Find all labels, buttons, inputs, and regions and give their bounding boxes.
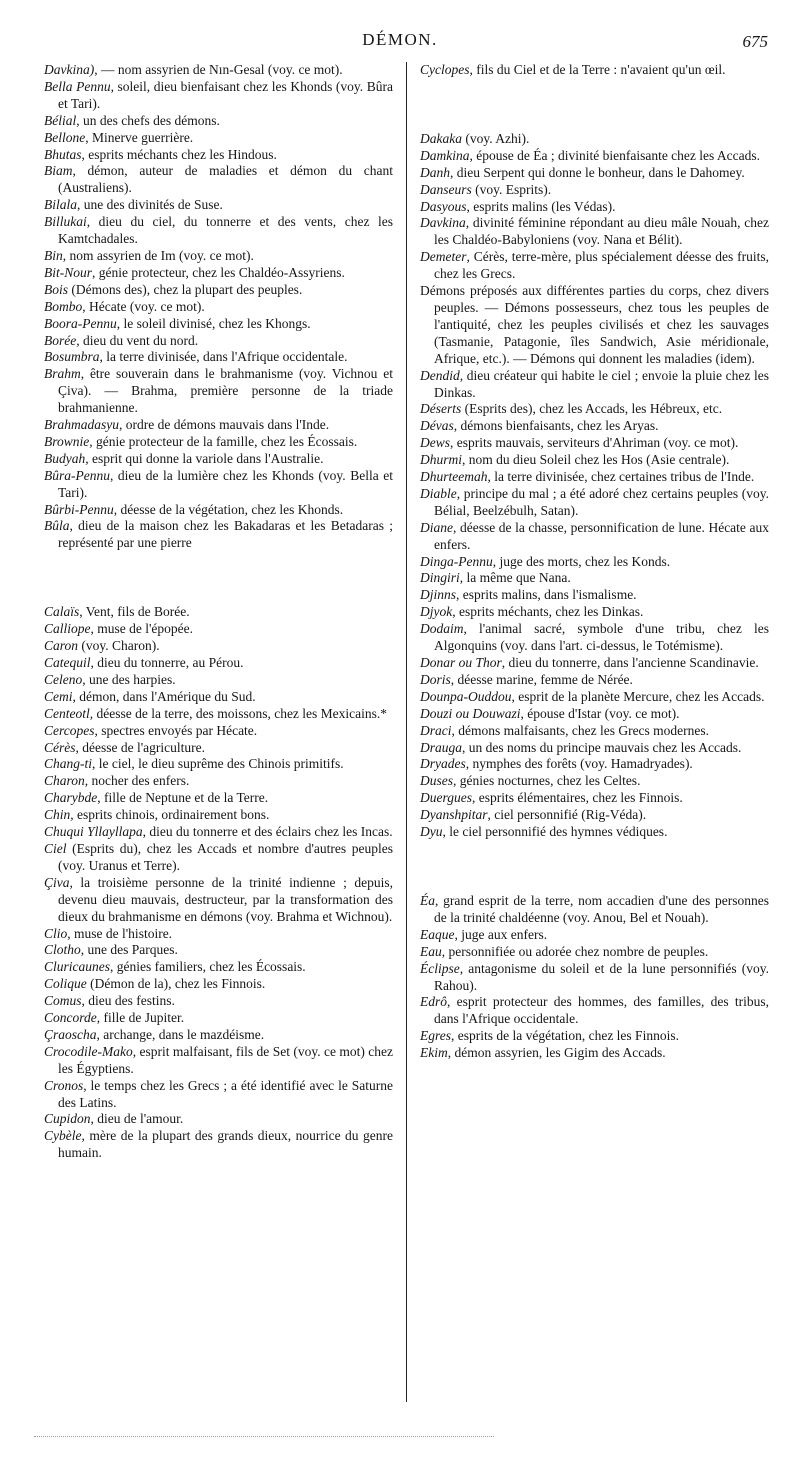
dictionary-entry: Calliope, muse de l'épopée. xyxy=(44,621,194,637)
dictionary-entry: Diane, déesse de la chasse, personnification de lune. Hécate aux enfers. xyxy=(420,519,769,552)
dictionary-entry: Bella Pennu, soleil, dieu bienfaisant chez les Khonds (voy. Bûra et Tari). xyxy=(44,78,393,111)
dictionary-entry: Bélial, un des chefs des démons. xyxy=(44,112,220,128)
dictionary-entry: Chang-ti, le ciel, le dieu suprême des Chinois primitifs. xyxy=(44,756,344,772)
dictionary-entry: Bûra-Pennu, dieu de la lumière chez les Khonds (voy. Bella et Tari). xyxy=(44,467,393,500)
dictionary-entry: Colique (Démon de la), chez les Finnois. xyxy=(44,976,266,992)
dictionary-entry: Bois (Démons des), chez la plupart des peuples. xyxy=(44,281,303,297)
dictionary-entry: Edrô, esprit protecteur des hommes, des familles, des tribus, dans l'Afrique occidentale. xyxy=(420,994,769,1027)
dictionary-entry: Démons préposés aux différentes parties du corps, chez divers peuples. — Démons possesseurs, chez tous les peuples de l'antiquité, chez les peuples civilisés et chez les sauvages (Tasmanie, Patagonie, îles Sandwich, Asie méridionale, Afrique, etc.). — Démons qui donnent les maladies (idem). xyxy=(420,283,769,366)
dictionary-entry: Cérès, déesse de l'agriculture. xyxy=(44,739,206,755)
dictionary-entry: Davkina), — nom assyrien de Nın-Gesal (voy. ce mot). xyxy=(44,62,343,77)
dictionary-entry: Dendid, dieu créateur qui habite le ciel ; envoie la pluie chez les Dinkas. xyxy=(420,367,769,400)
dictionary-entry: Bûla, dieu de la maison chez les Bakadaras et les Betadaras ; représenté par une pierre xyxy=(44,518,393,551)
dictionary-entry: Ciel (Esprits du), chez les Accads et nombre d'autres peuples (voy. Uranus et Terre). xyxy=(44,840,393,873)
dictionary-entry: Egres, esprits de la végétation, chez les Finnois. xyxy=(420,1028,679,1044)
dictionary-entry: Eaque, juge aux enfers. xyxy=(420,926,548,942)
dictionary-entry: Bosumbra, la terre divinisée, dans l'Afrique occidentale. xyxy=(44,349,348,365)
dictionary-entry: Cyclopes, fils du Ciel et de la Terre : n'avaient qu'un œil. xyxy=(420,62,726,77)
dictionary-entry: Bit-Nour, génie protecteur, chez les Chaldéo-Assyriens. xyxy=(44,264,345,280)
dictionary-entry: Cybèle, mère de la plupart des grands dieux, nourrice du genre humain. xyxy=(44,1128,393,1161)
dictionary-entry: Danseurs (voy. Esprits). xyxy=(420,181,552,197)
dictionary-entry: Clotho, une des Parques. xyxy=(44,942,178,958)
right-column xyxy=(420,62,769,1062)
dictionary-entry: Dounpa-Ouddou, esprit de la planète Mercure, chez les Accads. xyxy=(420,688,765,704)
dictionary-entry: Cemi, démon, dans l'Amérique du Sud. xyxy=(44,688,256,704)
dictionary-entry: Douzi ou Douwazi, épouse d'Istar (voy. ce mot). xyxy=(420,705,680,721)
dictionary-entry: Comus, dieu des festins. xyxy=(44,993,175,1009)
dictionary-entry: Dingiri, la même que Nana. xyxy=(420,570,571,586)
dictionary-entry: Déserts (Esprits des), chez les Accads, les Hébreux, etc. xyxy=(420,401,723,417)
section-gap xyxy=(44,566,393,591)
dictionary-entry: Clio, muse de l'histoire. xyxy=(44,925,173,941)
dictionary-entry: Caron (voy. Charon). xyxy=(44,638,160,654)
dictionary-entry: Charybde, fille de Neptune et de la Terre. xyxy=(44,790,269,806)
section-gap xyxy=(420,92,769,117)
dictionary-entry: Duses, génies nocturnes, chez les Celtes. xyxy=(420,773,641,789)
dictionary-entry: Éa, grand esprit de la terre, nom accadien d'une des personnes de la trinité chaldéenne (voy. Anou, Bel et Nouah). xyxy=(420,892,769,925)
dictionary-entry: Dhurteemah, la terre divinisée, chez certaines tribus de l'Inde. xyxy=(420,469,755,485)
dictionary-entry: Davkina, divinité féminine répondant au dieu mâle Nouah, chez les Chaldéo-Babyloniens (voy. Nana et Bélit). xyxy=(420,215,769,248)
dictionary-entry: Dodaim, l'animal sacré, symbole d'une tribu, chez les Algonquins (voy. dans l'art. ci-dessus, le Totémisme). xyxy=(420,621,769,654)
dictionary-entry: Dyu, le ciel personnifié des hymnes védiques. xyxy=(420,824,668,840)
dictionary-entry: Bombo, Hécate (voy. ce mot). xyxy=(44,298,205,314)
footer-marks xyxy=(34,1436,494,1441)
dictionary-entry: Danh, dieu Serpent qui donne le bonheur, dans le Dahomey. xyxy=(420,164,745,180)
dictionary-entry: Eau, personnifiée ou adorée chez nombre de peuples. xyxy=(420,943,709,959)
dictionary-entry: Concorde, fille de Jupiter. xyxy=(44,1010,185,1026)
dictionary-entry: Cupidon, dieu de l'amour. xyxy=(44,1111,184,1127)
dictionary-entry: Dasyous, esprits malins (les Védas). xyxy=(420,198,616,214)
dictionary-entry: Djyok, esprits méchants, chez les Dinkas. xyxy=(420,604,644,620)
dictionary-entry: Bilala, une des divinités de Suse. xyxy=(44,197,223,213)
dictionary-entry: Brahm, être souverain dans le brahmanisme (voy. Vichnou et Çiva). — Brahma, première personne de la triade brahmanienne. xyxy=(44,366,393,416)
dictionary-entry: Celeno, une des harpies. xyxy=(44,671,176,687)
dictionary-entry: Dinga-Pennu, juge des morts, chez les Konds. xyxy=(420,553,671,569)
dictionary-entry: Bhutas, esprits méchants chez les Hindous. xyxy=(44,146,277,162)
page-header xyxy=(0,30,800,54)
dictionary-entry: Brahmadasyu, ordre de démons mauvais dans l'Inde. xyxy=(44,417,330,433)
section-gap xyxy=(420,854,769,879)
dictionary-entry: Centeotl, déesse de la terre, des moissons, chez les Mexicains.* xyxy=(44,705,388,721)
dictionary-entry: Calaïs, Vent, fils de Borée. xyxy=(44,604,190,620)
dictionary-entry: Crocodile-Mako, esprit malfaisant, fils de Set (voy. ce mot) chez les Égyptiens. xyxy=(44,1043,393,1076)
dictionary-entry: Biam, démon, auteur de maladies et démon du chant (Australiens). xyxy=(44,163,393,196)
dictionary-entry: Ekim, démon assyrien, les Gigim des Accads. xyxy=(420,1045,666,1061)
dictionary-entry: Éclipse, antagonisme du soleil et de la lune personnifiés (voy. Rahou). xyxy=(420,960,769,993)
dictionary-entry: Cronos, le temps chez les Grecs ; a été identifié avec le Saturne des Latins. xyxy=(44,1077,393,1110)
dictionary-entry: Dryades, nymphes des forêts (voy. Hamadryades). xyxy=(420,756,693,772)
dictionary-entry: Dyanshpitar, ciel personnifié (Rig-Véda). xyxy=(420,807,647,823)
dictionary-entry: Bin, nom assyrien de Im (voy. ce mot). xyxy=(44,247,254,263)
dictionary-entry: Bûrbi-Pennu, déesse de la végétation, chez les Khonds. xyxy=(44,501,344,517)
dictionary-entry: Dews, esprits mauvais, serviteurs d'Ahriman (voy. ce mot). xyxy=(420,435,739,451)
page-number: 675 xyxy=(742,32,768,51)
dictionary-entry: Djinns, esprits malins, dans l'ismalisme. xyxy=(420,587,637,603)
left-column xyxy=(44,62,393,1162)
dictionary-entry: Drauga, un des noms du principe mauvais chez les Accads. xyxy=(420,739,742,755)
dictionary-entry: Bellone, Minerve guerrière. xyxy=(44,129,194,145)
dictionary-entry: Borée, dieu du vent du nord. xyxy=(44,332,199,348)
column-divider xyxy=(406,62,407,1402)
dictionary-entry: Brownie, génie protecteur de la famille, chez les Écossais. xyxy=(44,433,358,449)
dictionary-entry: Demeter, Cérès, terre-mère, plus spécialement déesse des fruits, chez les Grecs. xyxy=(420,249,769,282)
dictionary-entry: Dévas, démons bienfaisants, chez les Aryas. xyxy=(420,418,659,434)
dictionary-entry: Charon, nocher des enfers. xyxy=(44,773,190,789)
dictionary-entry: Donar ou Thor, dieu du tonnerre, dans l'ancienne Scandinavie. xyxy=(420,655,759,670)
dictionary-entry: Çiva, la troisième personne de la trinité indienne ; depuis, devenu dieu mauvais, destructeur, par la transformation des dieux du brahmanisme en démons (voy. Brahma et Wichnou). xyxy=(44,874,393,924)
dictionary-entry: Boora-Pennu, le soleil divinisé, chez les Khongs. xyxy=(44,315,311,331)
dictionary-entry: Budyah, esprit qui donne la variole dans l'Australie. xyxy=(44,450,324,466)
dictionary-entry: Cercopes, spectres envoyés par Hécate. xyxy=(44,722,258,738)
dictionary-entry: Cluricaunes, génies familiers, chez les Écossais. xyxy=(44,959,306,975)
dictionary-entry: Diable, principe du mal ; a été adoré chez certains peuples (voy. Bélial, Beelzébulh, Satan). xyxy=(420,485,769,518)
dictionary-entry: Dhurmi, nom du dieu Soleil chez les Hos (Asie centrale). xyxy=(420,452,730,468)
dictionary-entry: Doris, déesse marine, femme de Nérée. xyxy=(420,671,633,687)
dictionary-entry: Chin, esprits chinois, ordinairement bons. xyxy=(44,807,270,823)
dictionary-entry: Chuqui Yllayllapa, dieu du tonnerre et des éclairs chez les Incas. xyxy=(44,824,393,840)
dictionary-entry: Billukai, dieu du ciel, du tonnerre et des vents, chez les Kamtchadales. xyxy=(44,214,393,247)
dictionary-entry: Damkina, épouse de Éa ; divinité bienfaisante chez les Accads. xyxy=(420,147,761,163)
dictionary-entry: Catequil, dieu du tonnerre, au Pérou. xyxy=(44,655,244,670)
dictionary-entry: Dakaka (voy. Azhi). xyxy=(420,130,530,146)
dictionary-entry: Draci, démons malfaisants, chez les Grecs modernes. xyxy=(420,722,710,738)
dictionary-entry: Duergues, esprits élémentaires, chez les Finnois. xyxy=(420,790,683,806)
dictionary-entry: Çraoscha, archange, dans le mazdéisme. xyxy=(44,1026,265,1042)
running-title: DÉMON. xyxy=(362,30,438,49)
